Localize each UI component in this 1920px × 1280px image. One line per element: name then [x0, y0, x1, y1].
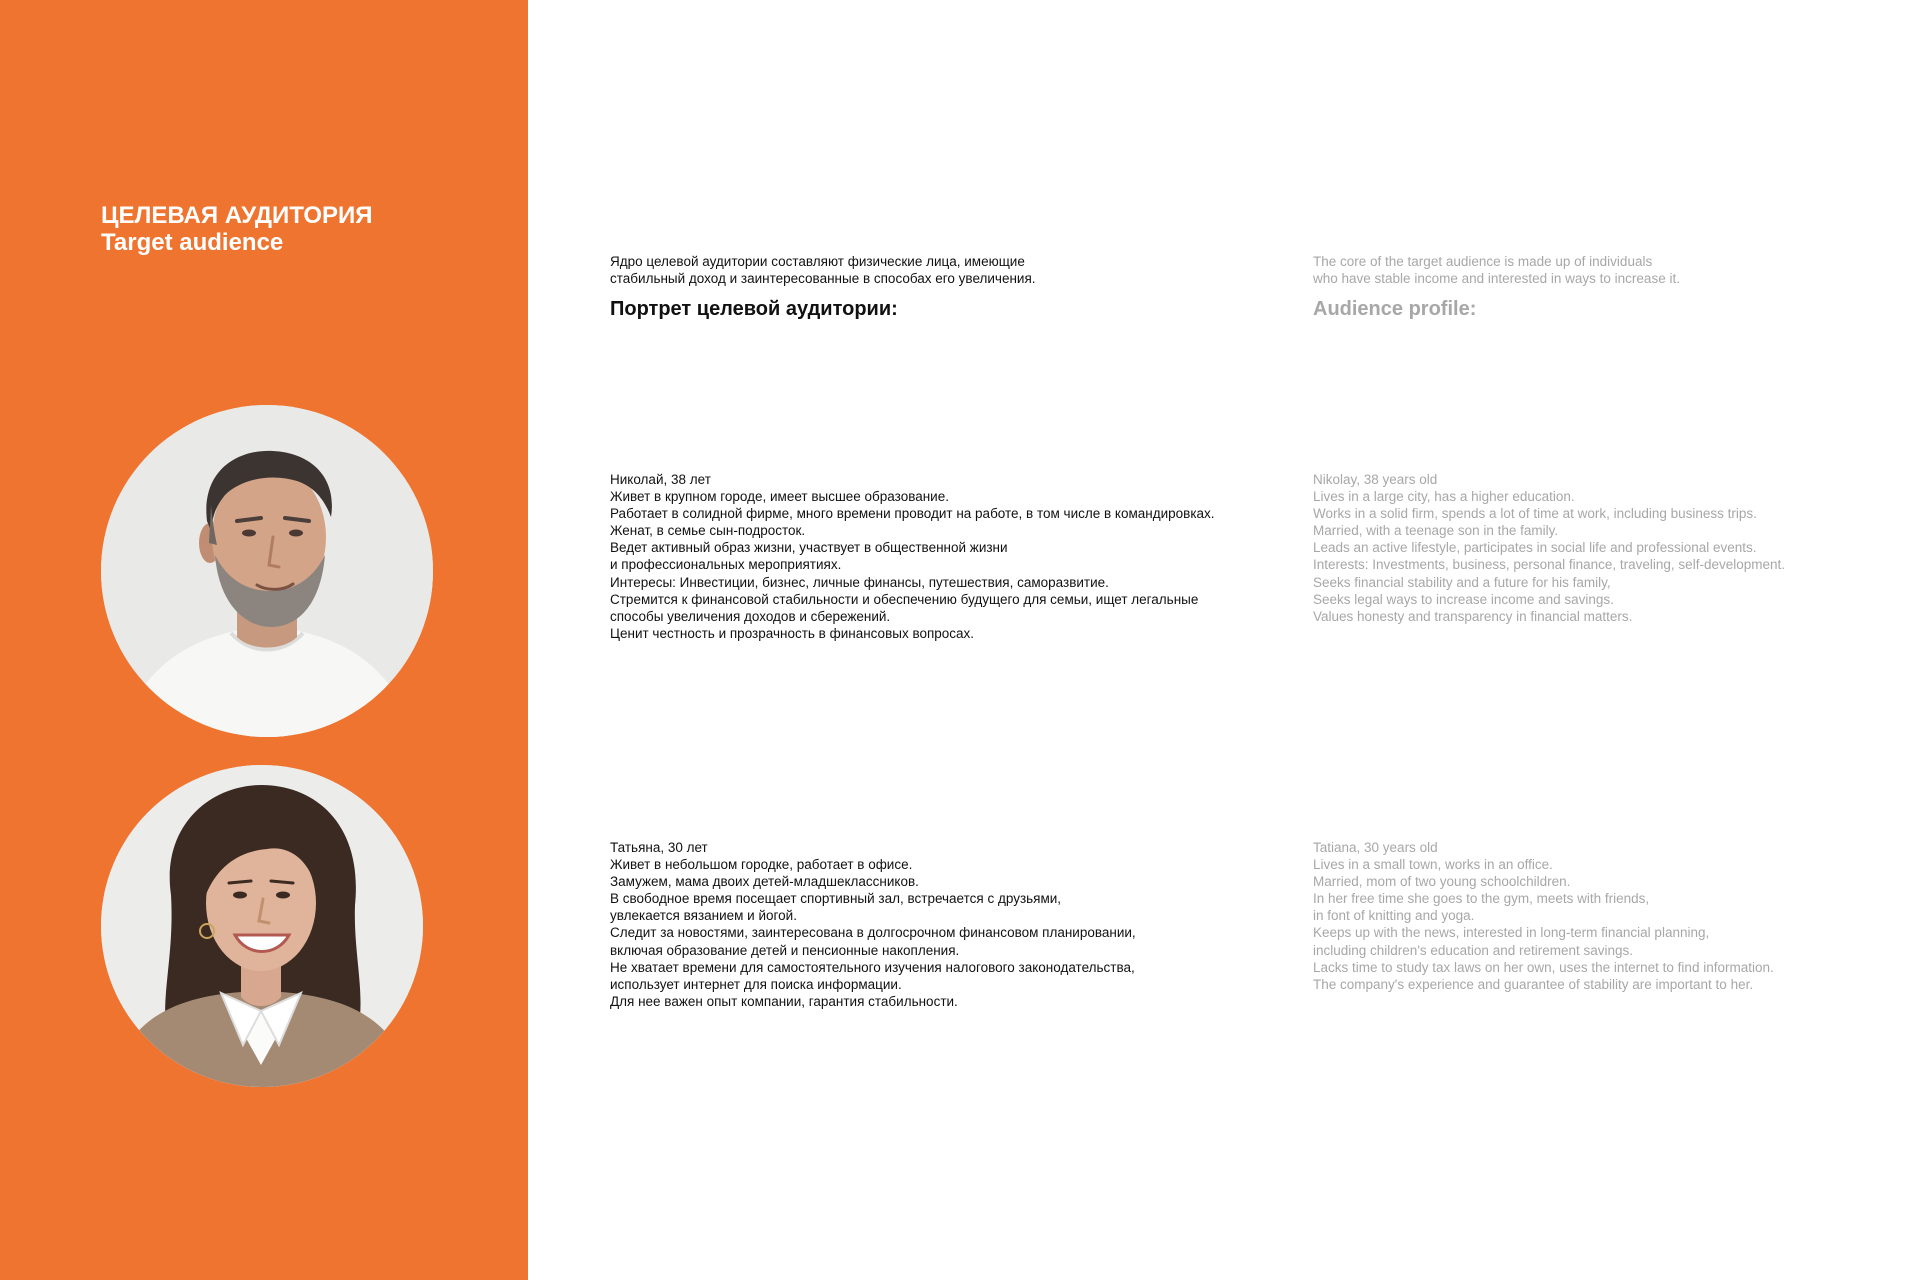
persona-line: Стремится к финансовой стабильности и обеспечению будущего для семьи, ищет легальные: [610, 591, 1199, 607]
persona-photo-man: [101, 405, 433, 737]
persona-description-tatyana-ru: [610, 839, 1290, 1010]
persona-line: In her free time she goes to the gym, meets with friends,: [1313, 891, 1650, 907]
persona-line: Живет в крупном городе, имеет высшее образование.: [610, 489, 949, 505]
persona-line: in font of knitting and yoga.: [1313, 908, 1475, 924]
section-title: [101, 202, 373, 256]
audience-heading-ru: Портрет целевой аудитории:: [610, 298, 898, 320]
persona-line: Татьяна, 30 лет: [610, 840, 708, 855]
sidebar-panel: [0, 0, 528, 1280]
persona-description-nikolay-en: [1313, 471, 1920, 625]
persona-line: Николай, 38 лет: [610, 472, 711, 487]
persona-line: Следит за новостями, заинтересована в долгосрочном финансовом планировании,: [610, 925, 1136, 941]
persona-line: Married, mom of two young schoolchildren.: [1313, 874, 1571, 890]
persona-line: Ведет активный образ жизни, участвует в общественной жизни: [610, 540, 1008, 556]
persona-line: The company's experience and guarantee of stability are important to her.: [1313, 976, 1754, 992]
persona-description-nikolay-ru: [610, 471, 1290, 642]
intro-line: The core of the target audience is made up of individuals: [1313, 254, 1653, 269]
section-title-ru: ЦЕЛЕВАЯ АУДИТОРИЯ: [101, 202, 373, 229]
persona-line: Works in a solid firm, spends a lot of time at work, including business trips.: [1313, 506, 1757, 522]
persona-line: Nikolay, 38 years old: [1313, 472, 1438, 487]
audience-heading-en: Audience profile:: [1313, 298, 1477, 320]
persona-line: увлекается вязанием и йогой.: [610, 908, 797, 924]
persona-line: Живет в небольшом городке, работает в офисе.: [610, 857, 913, 873]
intro-text-en: [1313, 253, 1920, 287]
persona-line: Работает в солидной фирме, много времени проводит на работе, в том числе в командировках.: [610, 506, 1215, 522]
persona-line: Не хватает времени для самостоятельного изучения налогового законодательства,: [610, 959, 1135, 975]
persona-line: Tatiana, 30 years old: [1313, 840, 1438, 855]
persona-line: including children's education and retirement savings.: [1313, 942, 1634, 958]
persona-line: Замужем, мама двоих детей-младшеклассников.: [610, 874, 919, 890]
persona-line: Lacks time to study tax laws on her own, uses the internet to find information.: [1313, 959, 1774, 975]
persona-line: Keeps up with the news, interested in long-term financial planning,: [1313, 925, 1710, 941]
section-title-en: Target audience: [101, 229, 284, 256]
persona-photo-woman: [101, 765, 423, 1087]
persona-line: В свободное время посещает спортивный зал, встречается с друзьями,: [610, 891, 1062, 907]
persona-line: включая образование детей и пенсионные накопления.: [610, 942, 960, 958]
persona-line: Seeks financial stability and a future for his family,: [1313, 574, 1611, 590]
persona-line: Values honesty and transparency in financial matters.: [1313, 608, 1633, 624]
persona-line: Seeks legal ways to increase income and savings.: [1313, 591, 1614, 607]
persona-line: Interests: Investments, business, personal finance, traveling, self-development.: [1313, 557, 1785, 573]
persona-line: Lives in a large city, has a higher education.: [1313, 489, 1575, 505]
persona-line: использует интернет для поиска информации.: [610, 976, 902, 992]
persona-line: Интересы: Инвестиции, бизнес, личные финансы, путешествия, саморазвитие.: [610, 574, 1109, 590]
persona-line: Женат, в семье сын-подросток.: [610, 523, 806, 539]
persona-description-tatiana-en: [1313, 839, 1920, 993]
persona-line: способы увеличения доходов и сбережений.: [610, 608, 891, 624]
intro-line: who have stable income and interested in ways to increase it.: [1313, 271, 1680, 286]
persona-line: Ценит честность и прозрачность в финансовых вопросах.: [610, 625, 975, 641]
intro-line: Ядро целевой аудитории составляют физические лица, имеющие: [610, 254, 1025, 269]
intro-text-ru: [610, 253, 1290, 287]
intro-line: стабильный доход и заинтересованные в способах его увеличения.: [610, 271, 1036, 286]
persona-line: Для нее важен опыт компании, гарантия стабильности.: [610, 993, 958, 1009]
persona-line: Married, with a teenage son in the family.: [1313, 523, 1559, 539]
persona-line: Lives in a small town, works in an office.: [1313, 857, 1553, 873]
persona-line: Leads an active lifestyle, participates in social life and professional events.: [1313, 540, 1757, 556]
persona-line: и профессиональных мероприятиях.: [610, 557, 842, 573]
